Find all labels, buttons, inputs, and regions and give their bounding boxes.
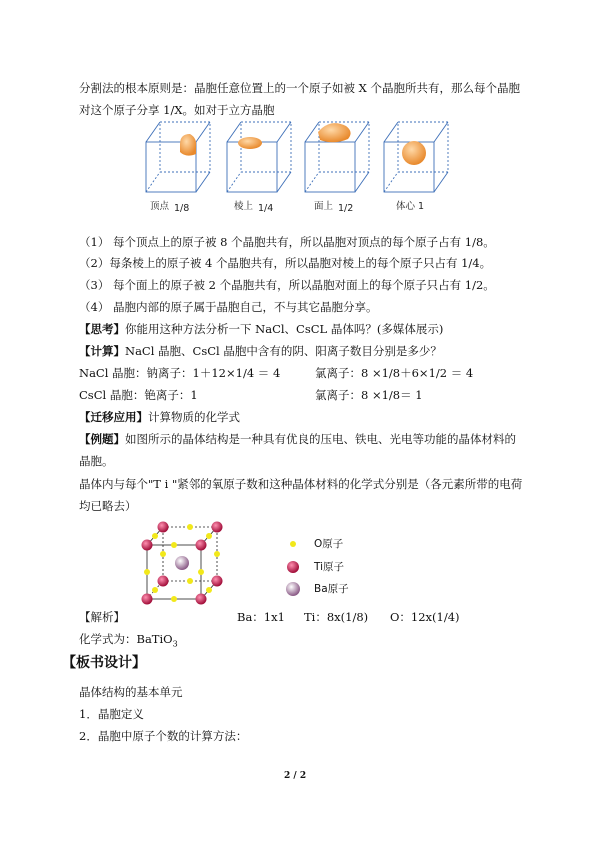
nacl-anions: 氯离子：8 ×1/8＋6×1/2 ＝ 4	[315, 366, 474, 380]
example-tag: 【例题】	[79, 432, 125, 446]
edge-atom-fragment	[238, 137, 262, 149]
body-center-atom	[402, 141, 426, 165]
intro-line-1: 分割法的根本原则是：晶胞任意位置上的一个原子如被 X 个晶胞所共有，那么每个晶胞	[79, 81, 520, 95]
board-line-3: 2．晶胞中原子个数的计算方法：	[79, 729, 248, 743]
analysis-o: O：12x(1/4)	[390, 610, 460, 624]
legend-ti-marker	[287, 561, 299, 573]
vertex-atom-fragment	[180, 134, 196, 156]
calc-line	[79, 343, 442, 359]
example-line-1	[79, 431, 516, 447]
legend-ba-marker	[286, 582, 300, 596]
legend-o-label: O原子	[314, 538, 344, 550]
legend-o-marker	[290, 541, 296, 547]
caption-face: 面上	[314, 201, 334, 212]
caption-vertex: 顶点	[150, 201, 170, 212]
calc-tag: 【计算】	[79, 344, 125, 358]
board-line-2: 1．晶胞定义	[79, 707, 144, 721]
cube-edge	[227, 122, 291, 192]
example-line-4: 均已略去）	[79, 499, 137, 513]
analysis-ba: Ba：1x1	[237, 610, 285, 624]
ba-atom	[175, 556, 189, 570]
legend-ba-label: Ba原子	[314, 583, 349, 595]
perovskite-unit-cell	[0, 515, 595, 615]
face-atom-fragment	[318, 123, 351, 142]
formula-subscript: 3	[172, 639, 178, 649]
example-line-2: 晶胞。	[79, 454, 114, 468]
analysis-ti: Ti：8x(1/8)	[304, 610, 369, 624]
analysis-tag: 【解析】	[79, 610, 125, 624]
transfer-tag: 【迁移应用】	[79, 410, 148, 424]
rule-1: （1） 每个顶点上的原子被 8 个晶胞共有，所以晶胞对顶点的每个原子占有 1/8。	[79, 235, 495, 249]
cscl-anions: 氯离子：8 ×1/8＝ 1	[315, 388, 423, 402]
board-title: 【板书设计】	[62, 655, 146, 671]
think-text: 你能用这种方法分析一下 NaCl、CsCL 晶体吗？(多媒体展示)	[125, 322, 444, 336]
intro-line-2: 对这个原子分享 1/X。如对于立方晶胞	[79, 103, 275, 117]
caption-vertex-fraction: 1/8	[174, 203, 190, 214]
formula-line	[79, 631, 178, 652]
unit-cell-share-figure	[0, 112, 595, 222]
example-text-1: 如图所示的晶体结构是一种具有优良的压电、铁电、光电等功能的晶体材料的	[125, 432, 516, 446]
caption-edge: 棱上	[234, 201, 254, 212]
page-number: 2 / 2	[284, 771, 307, 781]
transfer-line	[79, 409, 240, 425]
cscl-cations: CsCl 晶胞：铯离子：1	[79, 388, 198, 402]
nacl-cations: NaCl 晶胞：钠离子：1＋12×1/4 ＝ 4	[79, 366, 281, 380]
calc-text: NaCl 晶胞、CsCl 晶胞中含有的阴、阳离子数目分别是多少？	[125, 344, 442, 358]
cube-vertex	[146, 122, 210, 192]
think-line	[79, 321, 443, 337]
rule-4: （4） 晶胞内部的原子属于晶胞自己，不与其它晶胞分享。	[79, 300, 378, 314]
transfer-text: 计算物质的化学式	[148, 410, 240, 424]
formula-text: 化学式为：BaTiO	[79, 632, 173, 646]
rule-3: （3） 每个面上的原子被 2 个晶胞共有，所以晶胞对面上的每个原子只占有 1/2。	[79, 278, 495, 292]
caption-face-fraction: 1/2	[338, 203, 354, 214]
legend-ti-label: Ti原子	[314, 561, 345, 573]
rule-2: （2）每条棱上的原子被 4 个晶胞共有，所以晶胞对棱上的每个原子只占有 1/4。	[79, 256, 492, 270]
example-line-3: 晶体内与每个"T i "紧邻的氧原子数和这种晶体材料的化学式分别是（各元素所带的电荷	[79, 477, 523, 491]
caption-edge-fraction: 1/4	[258, 203, 274, 214]
caption-body: 体心 1	[396, 201, 425, 212]
think-tag: 【思考】	[79, 322, 125, 336]
board-line-1: 晶体结构的基本单元	[79, 685, 183, 699]
